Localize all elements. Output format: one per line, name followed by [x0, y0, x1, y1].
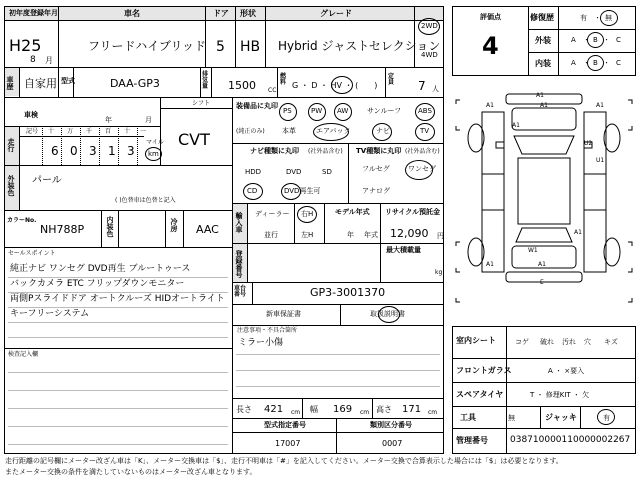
damage-code-a1-top: A1 — [536, 92, 544, 99]
loading-label: 最大積載量 — [386, 246, 421, 254]
sales-point-line: キーフリーシステム — [10, 309, 90, 319]
navi-option: DVD再生可 — [284, 187, 321, 195]
damage-code-e: E — [540, 279, 544, 286]
reg-month: 8 — [30, 55, 36, 65]
mileage-digit: 3 — [89, 144, 97, 158]
tools-label: 工具 — [460, 413, 476, 422]
km-label: km — [148, 150, 159, 158]
import-right: 右H — [301, 210, 314, 218]
sales-point-line: 両側Pスライドドア オートクルーズ HIDオートライト — [10, 294, 225, 304]
damage-code-a1-bottom: A1 — [538, 261, 546, 268]
capacity: 7 — [418, 79, 426, 93]
import-left: 左H — [301, 231, 314, 239]
fuel-options: G ・ D ・ HV ・ ( ) — [292, 81, 378, 90]
damage-code-u2: U2 — [584, 140, 593, 147]
capacity-label: 定員 — [388, 73, 395, 86]
fuel-label: 燃料 — [280, 73, 287, 86]
ac: AAC — [196, 223, 219, 236]
width-unit: cm — [360, 409, 370, 416]
inspection-label: 車検 — [24, 111, 38, 119]
mileage-unit-header: 千 — [86, 128, 93, 135]
equipment-item: ABS — [418, 107, 432, 115]
height: 171 — [402, 404, 422, 415]
inspection-year-label: 年 — [105, 116, 112, 124]
import-label: 輸入車 — [235, 212, 243, 233]
tv-sub: (社外品含む) — [405, 148, 440, 155]
repair-option: 無 — [605, 14, 612, 22]
inspection-month-label: 月 — [145, 116, 152, 124]
drive-4wd: 4WD — [421, 51, 438, 59]
mileage-unit-header: 百 — [105, 128, 112, 135]
exterior-color-label: 外装色 — [7, 175, 15, 196]
interior-sheet-option: キズ — [604, 338, 618, 346]
inspector-label: 検査記入欄 — [8, 351, 39, 358]
equip-pw-circle — [308, 103, 326, 121]
notes-label: 注意事項・不具合箇所 — [237, 327, 298, 334]
ac-label: 冷房 — [170, 218, 178, 232]
jack-value: 有 — [603, 414, 610, 422]
exterior-grade-label: 外装 — [535, 36, 551, 45]
category-label: 車歴 — [6, 76, 14, 90]
model-label: 型式 — [61, 77, 75, 85]
exterior-b-circle — [587, 32, 604, 48]
sales-point-line: 純正ナビ ワンセグ DVD再生 ブルートゥース — [10, 264, 191, 274]
tv-option: ワンセグ — [408, 165, 436, 173]
reg-year: H25 — [9, 36, 42, 55]
import-parallel: 並行 — [264, 231, 278, 239]
equip-navi-circle — [372, 123, 392, 141]
damage-code-a1-mid: A1 — [512, 122, 520, 129]
loading-unit: kg — [435, 269, 443, 276]
first-reg-label: 初年度登録年月 — [9, 9, 58, 17]
footer-line1: 走行距離の記号欄にメーター改ざん車は「K」、メーター交換車は「$」、走行不明車は「#」を記入してください。メーター交換で合算表示した場合には「$」は必要となります。 — [5, 457, 563, 465]
mileage-digit: 0 — [70, 144, 78, 158]
shape: HB — [240, 39, 261, 55]
equipment-item: AW — [337, 107, 349, 115]
grade-label: グレード — [320, 9, 352, 18]
interior-grade-option: ・ — [583, 59, 590, 67]
car-name: フリードハイブリッド — [88, 39, 206, 53]
equipment-sublabel: (純正のみ) — [236, 128, 265, 135]
interior-sheet-option: 汚れ — [562, 338, 576, 346]
damage-code-a1-rear: A1 — [486, 261, 494, 268]
navi-dvd-play-circle — [281, 183, 301, 200]
sales-label: セールスポイント — [8, 250, 56, 257]
equip-ps-circle — [279, 103, 297, 121]
car-name-label: 車名 — [124, 9, 140, 18]
shape-label: 形状 — [240, 9, 256, 18]
navi-label: ナビ種類に丸印 — [250, 147, 299, 155]
doc-manual: 取扱説明書 — [370, 310, 405, 318]
displacement-label: 排気量 — [202, 71, 209, 90]
length: 421 — [264, 404, 284, 415]
category: 自家用 — [24, 77, 57, 90]
mileage-unit-header: 記号 — [26, 128, 39, 135]
equipment-item: TV — [420, 127, 430, 135]
tv-label: TV種類に丸印 — [356, 147, 402, 155]
equipment-item: サンルーフ — [367, 107, 402, 115]
exterior-grade-option: ・ — [583, 36, 590, 44]
mileage-digit: 3 — [127, 144, 135, 158]
navi-option: DVD — [286, 168, 302, 176]
interior-sheet-option: コゲ — [515, 338, 529, 346]
equipment-item: エアバック — [316, 127, 351, 135]
reg-month-unit: 月 — [45, 56, 53, 65]
repair-option: ・ — [594, 14, 601, 22]
exterior-color: パール — [32, 175, 62, 186]
navi-option: CD — [247, 187, 258, 195]
exterior-grade-option: C — [616, 36, 621, 44]
car-damage-diagram — [452, 86, 636, 316]
recycle-label: リサイクル預託金 — [385, 208, 441, 216]
notes-text: ミラー小傷 — [238, 338, 284, 348]
displacement: 1500 — [228, 79, 256, 92]
jack-circle — [597, 409, 615, 425]
registration-label: 登録番号 — [235, 250, 243, 278]
class-value: 0007 — [382, 439, 403, 448]
mileage-label: 走行 — [7, 138, 15, 152]
chassis-label: 車台番号 — [234, 285, 247, 298]
mileage-unit-header: 万 — [67, 128, 74, 135]
equip-abs-circle — [415, 103, 435, 121]
damage-code-a1-door: A1 — [540, 102, 548, 109]
equipment-label: 装備品に丸印 — [236, 102, 278, 110]
type-label: 型式指定番号 — [264, 421, 306, 429]
equipment-item: PW — [311, 107, 323, 115]
interior-grade-label: 内装 — [535, 59, 551, 68]
recycle: 12,090 — [390, 227, 429, 240]
jack-label: ジャッキ — [545, 413, 577, 422]
interior-grade-option: ・ — [603, 59, 610, 67]
tools-value: 無 — [508, 414, 515, 422]
equipment-item: 本革 — [282, 127, 296, 135]
equip-airbag-circle — [313, 123, 349, 141]
import-right-circle — [297, 206, 317, 223]
interior-sheet-option: 破れ — [540, 338, 554, 346]
score-label: 評価点 — [480, 13, 501, 21]
damage-code-a1-right: A1 — [596, 102, 604, 109]
model-year-suffix: 年式 — [364, 231, 378, 239]
drive-2wd: 2WD — [421, 22, 438, 30]
tv-option: アナログ — [362, 187, 390, 195]
model-year-label: モデル年式 — [335, 208, 370, 216]
import-dealer: ディーラー — [255, 210, 290, 218]
exterior-note: ( )色替車は色替と記入 — [115, 197, 176, 204]
tv-option: フルセグ — [362, 165, 390, 173]
navi-sub: (社外品含む) — [308, 148, 343, 155]
windshield-label: フロントガラス — [456, 366, 512, 375]
door-count: 5 — [216, 39, 225, 55]
exterior-grade-option: A — [571, 36, 576, 44]
chassis-number: GP3-3001370 — [310, 286, 386, 299]
damage-code-u1: U1 — [596, 157, 605, 164]
repair-option: 有 — [580, 14, 587, 22]
damage-code-a1-rear2: A1 — [574, 229, 582, 236]
equipment-item: PS — [283, 107, 292, 115]
model-year-unit: 年 — [347, 231, 354, 239]
shift: CVT — [178, 130, 210, 149]
score: 4 — [482, 32, 499, 60]
mileage-unit-header: 十 — [48, 128, 55, 135]
windshield-options: A ・ ×要入 — [548, 367, 585, 375]
recycle-yen: 円 — [437, 232, 444, 240]
length-unit: cm — [291, 409, 301, 416]
mileage-unit-header: 十 — [124, 128, 131, 135]
width-label: 幅 — [310, 405, 318, 414]
displacement-unit: CC — [268, 87, 277, 94]
length-label: 長さ — [236, 405, 252, 414]
interior-sheet-label: 室内シート — [456, 336, 496, 345]
repair-none-circle — [600, 10, 618, 26]
navi-cd-circle — [243, 183, 263, 200]
repair-label: 修復歴 — [530, 13, 554, 22]
mileage-digit: 6 — [51, 144, 59, 158]
footer-line2: またメーター交換の条件を満たしていないものはメーター改ざん車となります。 — [5, 468, 257, 476]
spare-options: T ・ 修理KIT ・ 欠 — [530, 391, 590, 399]
mileage-digit: 1 — [108, 144, 116, 158]
equip-tv-circle — [415, 123, 435, 141]
equipment-item: ナビ — [376, 127, 390, 135]
interior-color-label: 内装色 — [106, 216, 114, 237]
management-label: 管理番号 — [456, 436, 488, 445]
interior-sheet-option: 穴 — [584, 338, 591, 346]
navi-option: HDD — [245, 168, 262, 176]
sales-point-line: バックカメラ ETC フリップダウンモニター — [10, 279, 185, 289]
mileage-unit-header: 一 — [140, 128, 147, 135]
tv-oneseg-circle — [405, 160, 433, 180]
color-code: NH788P — [40, 223, 85, 236]
door-label: ドア — [213, 9, 229, 18]
height-label: 高さ — [376, 405, 392, 414]
width: 169 — [333, 404, 353, 415]
equip-aw-circle — [334, 103, 352, 121]
exterior-grade-option: ・ — [603, 36, 610, 44]
grade: Hybrid ジャストセレクション — [278, 39, 441, 53]
interior-grade-option: A — [571, 59, 576, 67]
interior-b-circle — [587, 55, 604, 71]
damage-code-a1-left: A1 — [486, 102, 494, 109]
height-unit: cm — [428, 409, 438, 416]
interior-grade-option: C — [616, 59, 621, 67]
shift-label: シフト — [192, 100, 211, 107]
mile-label: マイル — [146, 139, 164, 146]
navi-option: SD — [322, 168, 332, 176]
fuel-hv-circle — [331, 76, 353, 94]
color-code-label: カラーNo. — [7, 217, 37, 224]
class-label: 類別区分番号 — [370, 421, 412, 429]
interior-grade-option: B — [593, 59, 598, 67]
damage-code-w1: W1 — [528, 247, 538, 254]
doc-manual-circle — [378, 306, 400, 323]
type-value: 17007 — [275, 439, 301, 448]
exterior-grade-option: B — [593, 36, 598, 44]
management-number: 038710000110000002267 — [510, 435, 631, 445]
doc-warranty: 新車保証書 — [266, 310, 301, 318]
spare-label: スペアタイヤ — [456, 390, 504, 399]
capacity-unit: 人 — [432, 85, 439, 93]
model: DAA-GP3 — [110, 77, 160, 90]
